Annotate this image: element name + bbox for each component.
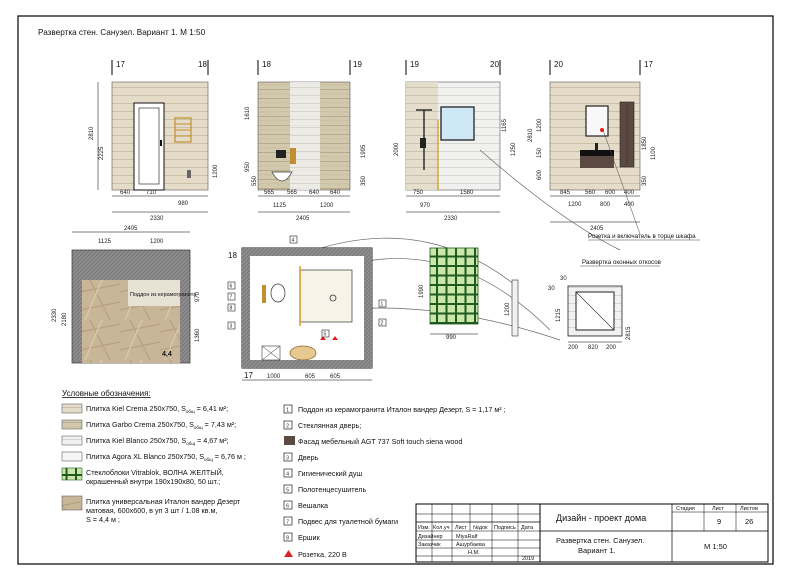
svg-text:Вешалка: Вешалка bbox=[298, 501, 329, 510]
tb-scale: М 1:50 bbox=[704, 542, 727, 551]
legend-glass-line: окрашенный внутри 190х190х80, 50 шт.; bbox=[86, 477, 221, 486]
tb-header: Лист bbox=[455, 525, 467, 531]
dim-label: 550 bbox=[252, 175, 258, 186]
title-block bbox=[416, 504, 768, 562]
legend-item bbox=[284, 453, 319, 462]
legend-item bbox=[284, 501, 328, 510]
dim-label: 1990 bbox=[419, 284, 425, 298]
dim-label: 2405 bbox=[590, 226, 604, 232]
swatch-glass-blocks bbox=[62, 468, 82, 480]
vanity bbox=[580, 156, 614, 168]
dim-label: 1200 bbox=[320, 203, 334, 209]
legend-item bbox=[284, 405, 506, 414]
dim-label: 1125 bbox=[273, 203, 286, 209]
shower-zone-tile bbox=[406, 82, 438, 190]
swatch-agora-blanco bbox=[62, 452, 82, 461]
dim-label: 565 bbox=[264, 190, 275, 196]
legend-material: Плитка Garbo Crema 250х750, $S_{общ} = 7,43$ м²; bbox=[86, 420, 237, 430]
tb-col-sheet: Лист bbox=[712, 506, 724, 512]
callout-number: 7 bbox=[229, 294, 233, 301]
svg-text:Ершик: Ершик bbox=[298, 533, 320, 542]
svg-text:2: 2 bbox=[286, 423, 289, 430]
callout-number: 5 bbox=[323, 331, 327, 338]
legend-item bbox=[284, 485, 366, 494]
dim-label: 560 bbox=[585, 190, 596, 196]
dim-label: 200 bbox=[606, 345, 617, 351]
dim-label: 845 bbox=[560, 190, 571, 196]
door bbox=[134, 103, 164, 190]
dim-label: 980 bbox=[178, 201, 189, 207]
svg-text:6: 6 bbox=[286, 503, 289, 510]
dim-label: 2330 bbox=[444, 216, 458, 222]
dim-label: 2815 bbox=[626, 326, 632, 340]
wall-tile-white bbox=[290, 82, 320, 190]
dim-label: 990 bbox=[446, 335, 457, 341]
axis-label: 17 bbox=[644, 60, 653, 69]
dim-label: 1000 bbox=[267, 374, 281, 380]
legend-item bbox=[284, 517, 398, 526]
legend-floor-line: матовая, 600х600, в уп 3 шт / 1.08 кв.м, bbox=[86, 506, 218, 515]
svg-text:Стеклянная дверь;: Стеклянная дверь; bbox=[298, 421, 362, 430]
toilet-plan bbox=[271, 284, 285, 302]
hygiene-shower bbox=[187, 170, 191, 178]
sheet-title: Развертка стен. Санузел. Вариант 1. М 1:50 bbox=[38, 28, 206, 37]
dim-label: 1200 bbox=[150, 239, 164, 245]
dim-label: 1610 bbox=[245, 106, 251, 120]
paper-holder bbox=[290, 148, 296, 164]
svg-text:3: 3 bbox=[286, 455, 289, 462]
dim-label: 2000 bbox=[394, 142, 400, 156]
tb-sheet-name: Вариант 1. bbox=[578, 546, 616, 555]
legend-material: Плитка Kiel Blanco 250х750, $S_{общ} = 4,67$ м²; bbox=[86, 436, 229, 446]
vanity-top bbox=[580, 150, 614, 156]
dim-label: 1995 bbox=[361, 144, 367, 158]
shower-tray-label: Поддон из керамогранита bbox=[130, 292, 197, 298]
swatch-floor-tile bbox=[62, 496, 82, 510]
dim-label: 2180 bbox=[62, 312, 68, 326]
mirror bbox=[586, 106, 608, 136]
callout-number: 3 bbox=[229, 323, 233, 330]
socket-note: Розетка и включатель в торце шкафа bbox=[588, 233, 696, 240]
dim-label: 970 bbox=[195, 291, 201, 302]
tb-role: Заказчик bbox=[418, 542, 441, 548]
dim-label: 350 bbox=[361, 175, 367, 186]
dim-label: 1200 bbox=[505, 302, 511, 316]
dim-label: 1215 bbox=[556, 308, 562, 322]
dim-label: 565 bbox=[287, 190, 298, 196]
dim-label: 1200 bbox=[213, 164, 219, 178]
dim-label: 800 bbox=[600, 202, 611, 208]
dim-label: 640 bbox=[120, 190, 131, 196]
svg-text:Гигиенический душ: Гигиенический душ bbox=[298, 469, 363, 478]
svg-text:8: 8 bbox=[286, 535, 289, 542]
dim-label: 1250 bbox=[511, 142, 517, 156]
tb-role: Дизайнер bbox=[418, 534, 443, 540]
floor-area: 4,4 bbox=[162, 351, 172, 358]
dim-label: 1200 bbox=[537, 118, 543, 132]
swatch-kiel-crema bbox=[62, 404, 82, 413]
dim-label: 350 bbox=[642, 175, 648, 186]
dim-label: 30 bbox=[560, 276, 567, 282]
legend-material: Плитка Agora XL Blanco 250х750, $S_{общ} = 6,76$ м ; bbox=[86, 452, 246, 462]
glass-block-wall bbox=[419, 248, 518, 341]
window bbox=[441, 107, 474, 140]
callout-number: 6 bbox=[229, 283, 233, 290]
legend-title: Условные обозначения: bbox=[62, 389, 151, 398]
svg-text:5: 5 bbox=[286, 487, 289, 494]
legend-floor-line: Плитка универсальная Италон вандер Дезерт bbox=[86, 497, 241, 506]
svg-text:Поддон из керамогранита Италон: Поддон из керамогранита Италон вандер Дезерт, S = 1,17 м² ; bbox=[298, 405, 506, 414]
dim-label: 605 bbox=[330, 374, 341, 380]
legend-item bbox=[284, 421, 361, 430]
dim-label: 2330 bbox=[52, 308, 58, 322]
tb-name: Ашурбаева bbox=[456, 542, 485, 548]
axis-label: 18 bbox=[228, 251, 237, 260]
window-slopes-note: Развертка оконных откосов bbox=[582, 259, 661, 266]
legend-item bbox=[284, 533, 321, 542]
tb-sheet-no: 9 bbox=[717, 517, 722, 526]
svg-text:Дверь: Дверь bbox=[298, 453, 319, 462]
dim-label: 600 bbox=[537, 169, 543, 180]
elevation-19-20 bbox=[394, 60, 517, 222]
callout-number: 4 bbox=[291, 237, 295, 244]
dim-label: 640 bbox=[309, 190, 320, 196]
axis-label: 19 bbox=[353, 60, 362, 69]
tb-name: Н.М. bbox=[468, 550, 480, 556]
window-slopes bbox=[548, 276, 632, 351]
legend-item bbox=[284, 550, 347, 559]
svg-text:7: 7 bbox=[286, 519, 289, 526]
dim-label: 710 bbox=[146, 190, 157, 196]
tb-header: Подпись bbox=[494, 525, 516, 531]
faucet bbox=[595, 143, 598, 150]
callout-number: 2 bbox=[380, 320, 384, 327]
legend-floor-line: S = 4,4 м ; bbox=[86, 515, 120, 524]
dim-label: 30 bbox=[548, 286, 555, 292]
glass-blocks bbox=[430, 248, 478, 324]
dim-label: 1125 bbox=[98, 239, 111, 245]
elevation-18-19 bbox=[245, 60, 367, 222]
dim-label: 2405 bbox=[296, 216, 310, 222]
svg-text:4: 4 bbox=[286, 471, 289, 478]
axis-label: 18 bbox=[198, 60, 207, 69]
dim-label: 1850 bbox=[642, 136, 648, 150]
dim-label: 1580 bbox=[460, 190, 474, 196]
dim-label: 1165 bbox=[502, 119, 508, 132]
legend-material: Плитка Kiel Crema 250х750, $S_{общ} = 6,41$ м²; bbox=[86, 404, 229, 414]
legend-glass-line: Стеклоблоки Vitrablok, ВОЛНА ЖЕЛТЫЙ, bbox=[86, 468, 224, 477]
tb-sheet-name: Развертка стен. Санузел. bbox=[556, 536, 645, 545]
tb-header: Дата bbox=[521, 525, 534, 531]
shower-tray bbox=[300, 270, 352, 322]
swatch-kiel-blanco bbox=[62, 436, 82, 445]
tb-sheets-total: 26 bbox=[745, 517, 754, 526]
dim-label: 1100 bbox=[651, 147, 657, 160]
tb-year: 2019 bbox=[522, 556, 535, 562]
tb-header: Изм. bbox=[418, 525, 430, 531]
callout-number: 8 bbox=[229, 305, 233, 312]
tb-header: Кол.уч bbox=[433, 525, 450, 531]
toilet-button bbox=[276, 150, 286, 158]
legend-item bbox=[284, 436, 462, 446]
svg-text:Подвес для туалетной бумаги: Подвес для туалетной бумаги bbox=[298, 517, 398, 526]
svg-text:1: 1 bbox=[286, 407, 289, 414]
axis-label: 18 bbox=[262, 60, 271, 69]
swatch-facade bbox=[284, 436, 295, 445]
axis-label: 17 bbox=[116, 60, 125, 69]
dim-label: 820 bbox=[588, 345, 599, 351]
axis-label: 19 bbox=[410, 60, 419, 69]
dim-label: 640 bbox=[330, 190, 341, 196]
dim-label: 750 bbox=[413, 190, 424, 196]
dim-label: 400 bbox=[624, 190, 635, 196]
socket-icon bbox=[284, 550, 293, 557]
axis-label: 20 bbox=[554, 60, 563, 69]
tb-col-stage: Стадия bbox=[676, 506, 695, 512]
tb-header: №док bbox=[473, 525, 488, 531]
dim-label: 150 bbox=[537, 147, 543, 158]
dim-label: 1360 bbox=[195, 328, 201, 342]
dim-label: 2225 bbox=[99, 146, 105, 160]
svg-text:Полотенцесушитель: Полотенцесушитель bbox=[298, 485, 367, 494]
dim-label: 1200 bbox=[568, 202, 582, 208]
dim-label: 2330 bbox=[150, 216, 164, 222]
elevation-20-17 bbox=[528, 60, 657, 232]
legend-item bbox=[284, 469, 362, 478]
callout-number: 1 bbox=[380, 301, 384, 308]
dim-label: 605 bbox=[305, 374, 316, 380]
floor-tile-layout bbox=[52, 226, 201, 363]
tb-name: MiyaRalf bbox=[456, 534, 478, 540]
dim-label: 2810 bbox=[89, 126, 95, 140]
tb-project: Дизайн - проект дома bbox=[556, 513, 647, 523]
axis-label: 20 bbox=[490, 60, 499, 69]
svg-text:Фасад мебельный AGT 737 Soft t: Фасад мебельный AGT 737 Soft touch siena wood bbox=[298, 437, 463, 446]
dim-label: 400 bbox=[624, 202, 635, 208]
svg-text:Розетка, 220 В: Розетка, 220 В bbox=[298, 550, 347, 559]
dim-label: 200 bbox=[568, 345, 579, 351]
bathroom-plan bbox=[228, 236, 386, 380]
elevation-17-18 bbox=[89, 60, 219, 222]
dim-label: 970 bbox=[420, 203, 431, 209]
dim-label: 950 bbox=[245, 161, 251, 172]
tb-col-sheets: Листов bbox=[740, 506, 758, 512]
axis-label: 17 bbox=[244, 371, 253, 380]
swatch-garbo-crema bbox=[62, 420, 82, 429]
sink-plan bbox=[290, 346, 316, 360]
dim-label: 2810 bbox=[528, 128, 534, 142]
dim-label: 2405 bbox=[124, 226, 138, 232]
dim-label: 600 bbox=[605, 190, 616, 196]
